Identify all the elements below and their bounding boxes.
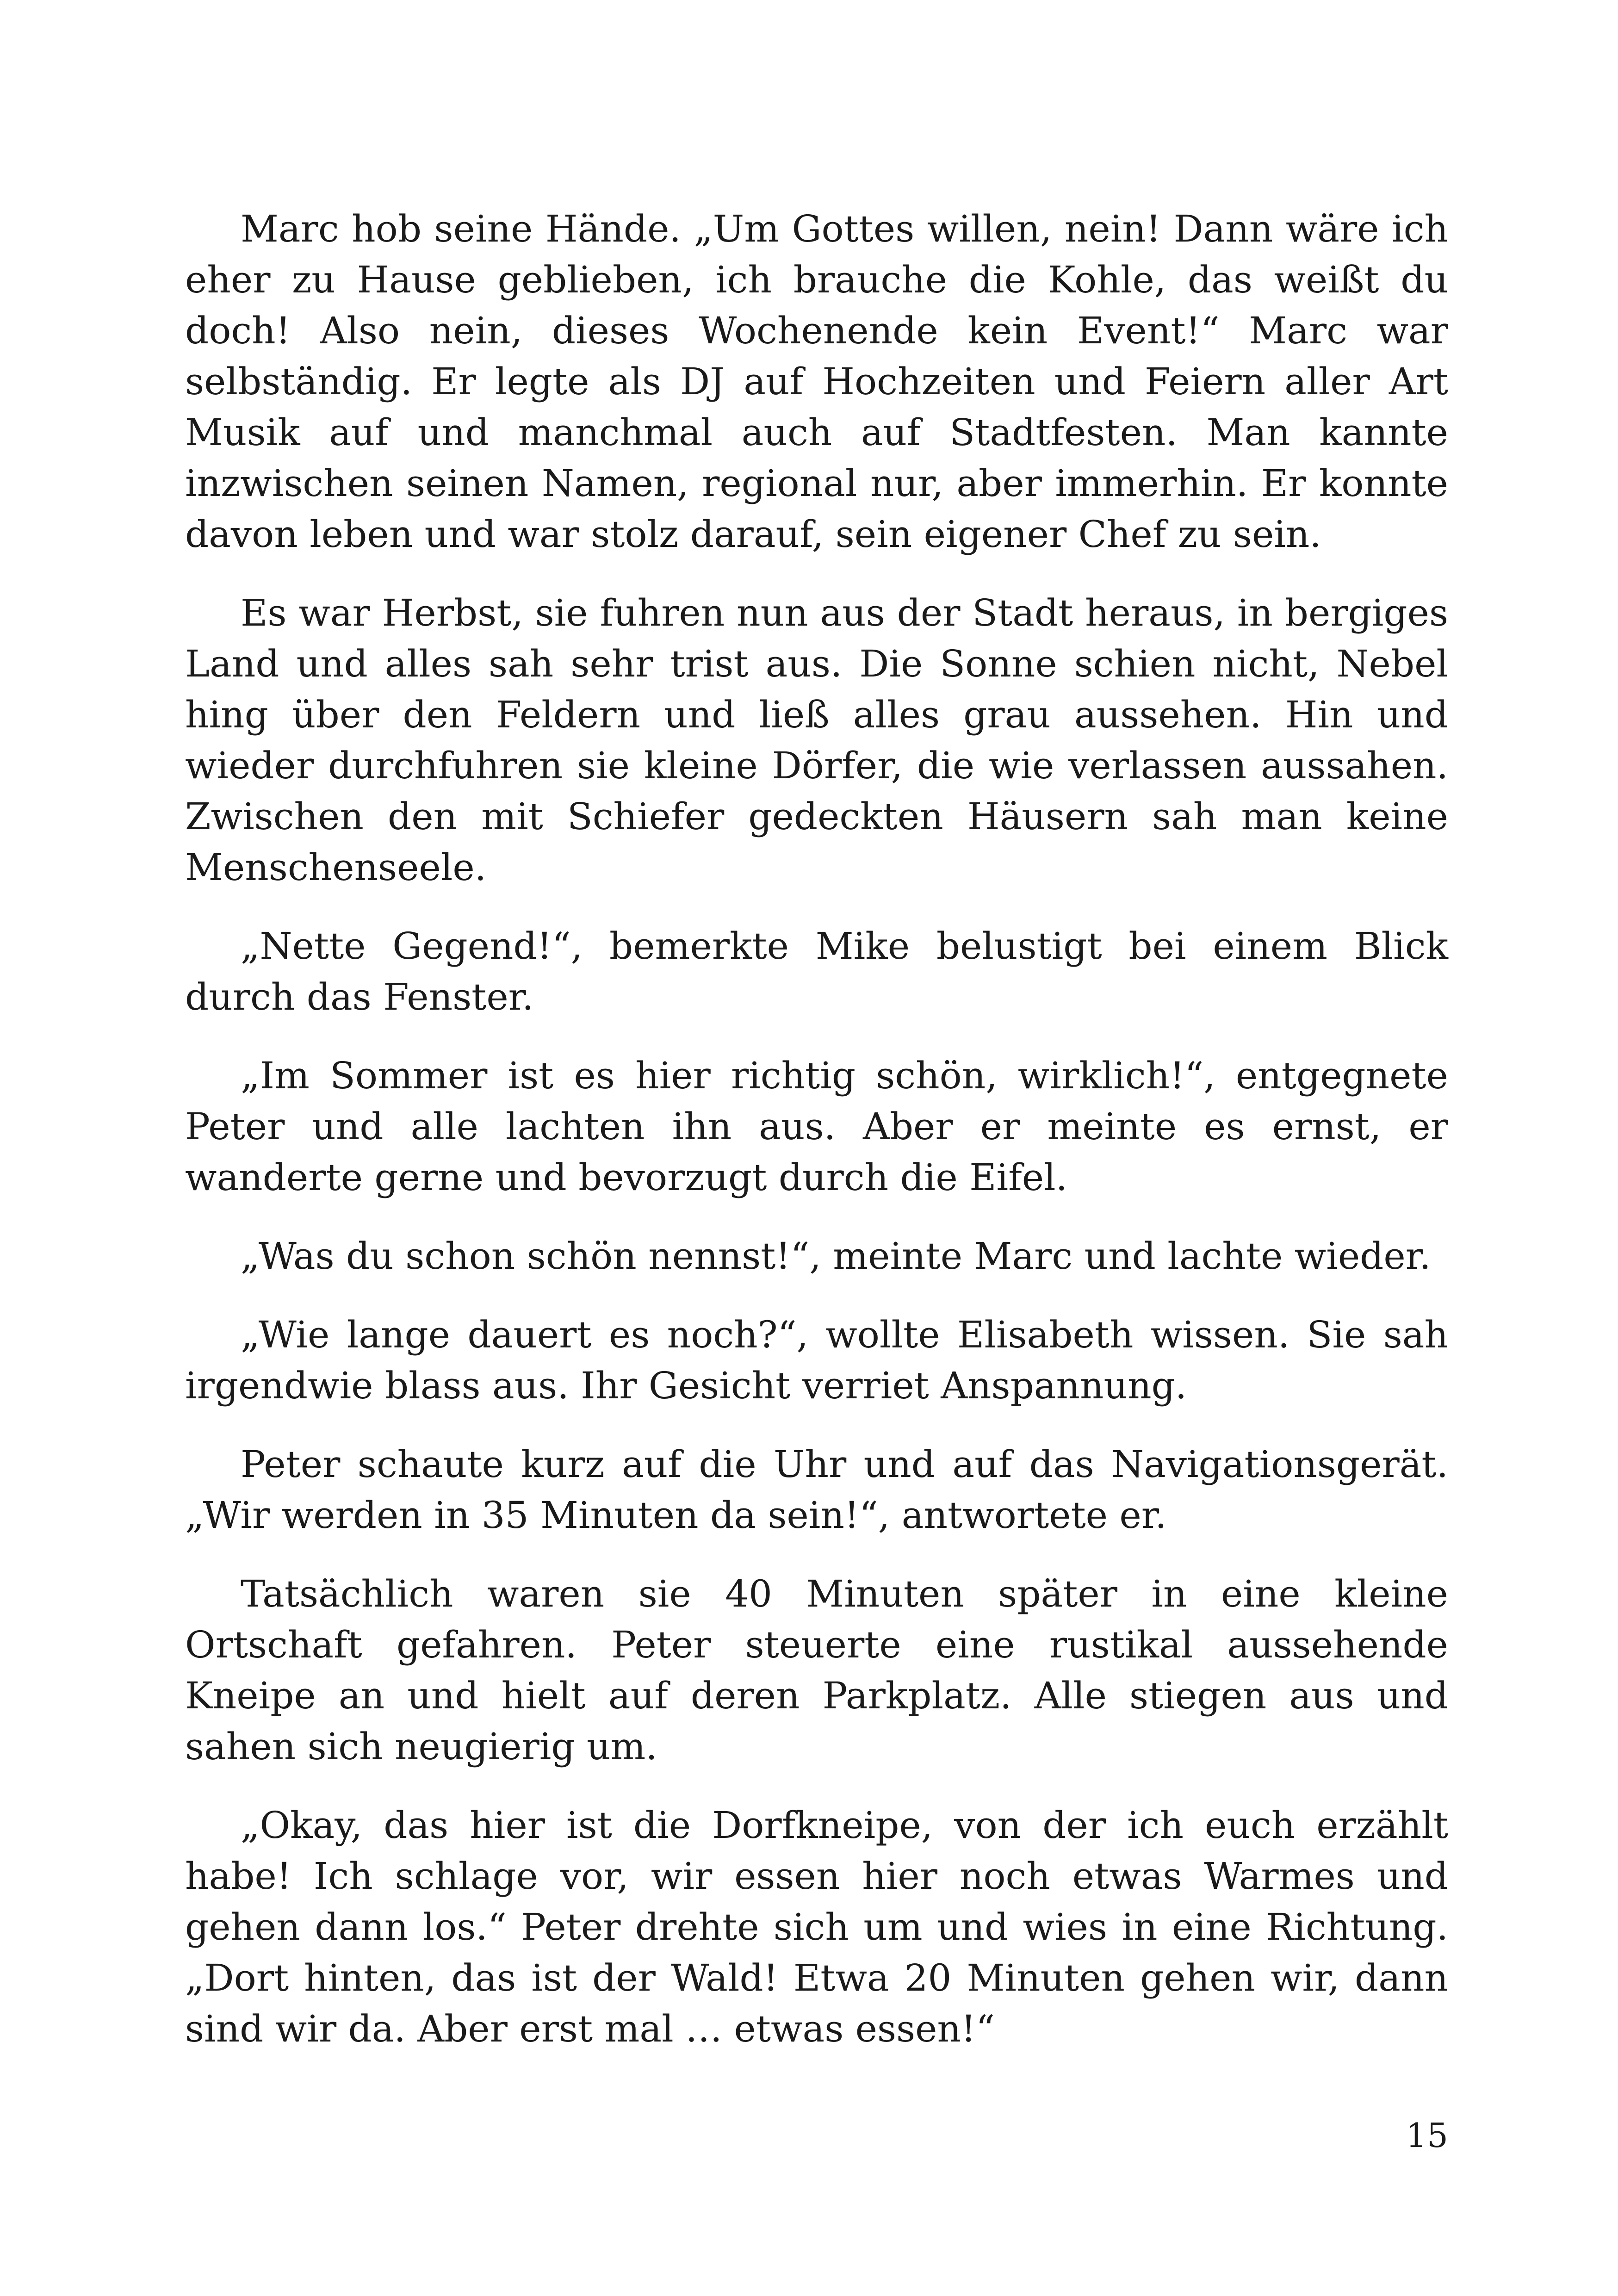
paragraph-9: „Okay, das hier ist die Dorfkneipe, von der ich euch erzählt habe! Ich schlage vor, wir essen hier noch etwas Warmes und gehen dann los.“ Peter drehte sich um und wies in eine Richtung. „Dort hinten, das ist der Wald! Etwa 20 Minuten gehen wir, dann sind wir da. Aber erst mal … etwas essen!“	[185, 1804, 1448, 2050]
body-text	[185, 204, 1448, 2054]
page-number: 15	[1406, 2116, 1448, 2155]
paragraph-8: Tatsächlich waren sie 40 Minuten später in eine kleine Ortschaft gefahren. Peter steuerte eine rustikal aussehende Kneipe an und hielt auf deren Parkplatz. Alle stiegen aus und sahen sich neugierig um.	[185, 1572, 1448, 1768]
paragraph-5: „Was du schon schön nennst!“, meinte Marc und lachte wieder.	[241, 1235, 1431, 1278]
paragraph-3: „Nette Gegend!“, bemerkte Mike belustigt bei einem Blick durch das Fenster.	[185, 925, 1448, 1018]
paragraph-2: Es war Herbst, sie fuhren nun aus der Stadt heraus, in bergiges Land und alles sah sehr trist aus. Die Sonne schien nicht, Nebel hing über den Feldern und ließ alles grau aussehen. Hin und wieder durchfuhren sie kleine Dörfer, die wie verlassen aussahen. Zwischen den mit Schiefer gedeckten Häusern sah man keine Menschenseele.	[185, 591, 1448, 889]
paragraph-4: „Im Sommer ist es hier richtig schön, wirklich!“, entgegnete Peter und alle lachten ihn aus. Aber er meinte es ernst, er wanderte gerne und bevorzugt durch die Eifel.	[185, 1054, 1448, 1199]
paragraph-7: Peter schaute kurz auf die Uhr und auf das Navigationsgerät. „Wir werden in 35 Minuten da sein!“, antwortete er.	[185, 1443, 1448, 1537]
paragraph-1: Marc hob seine Hände. „Um Gottes willen, nein! Dann wäre ich eher zu Hause geblieben, ich brauche die Kohle, das weißt du doch! Also nein, dieses Wochenende kein Event!“ Marc war selbständig. Er legte als DJ auf Hochzeiten und Feiern aller Art Musik auf und manchmal auch auf Stadtfesten. Man kannte inzwischen seinen Namen, regional nur, aber immerhin. Er konnte davon leben und war stolz darauf, sein eigener Chef zu sein.	[185, 207, 1448, 556]
paragraph-6: „Wie lange dauert es noch?“, wollte Elisabeth wissen. Sie sah irgendwie blass aus. Ihr Gesicht verriet Anspannung.	[185, 1313, 1448, 1407]
